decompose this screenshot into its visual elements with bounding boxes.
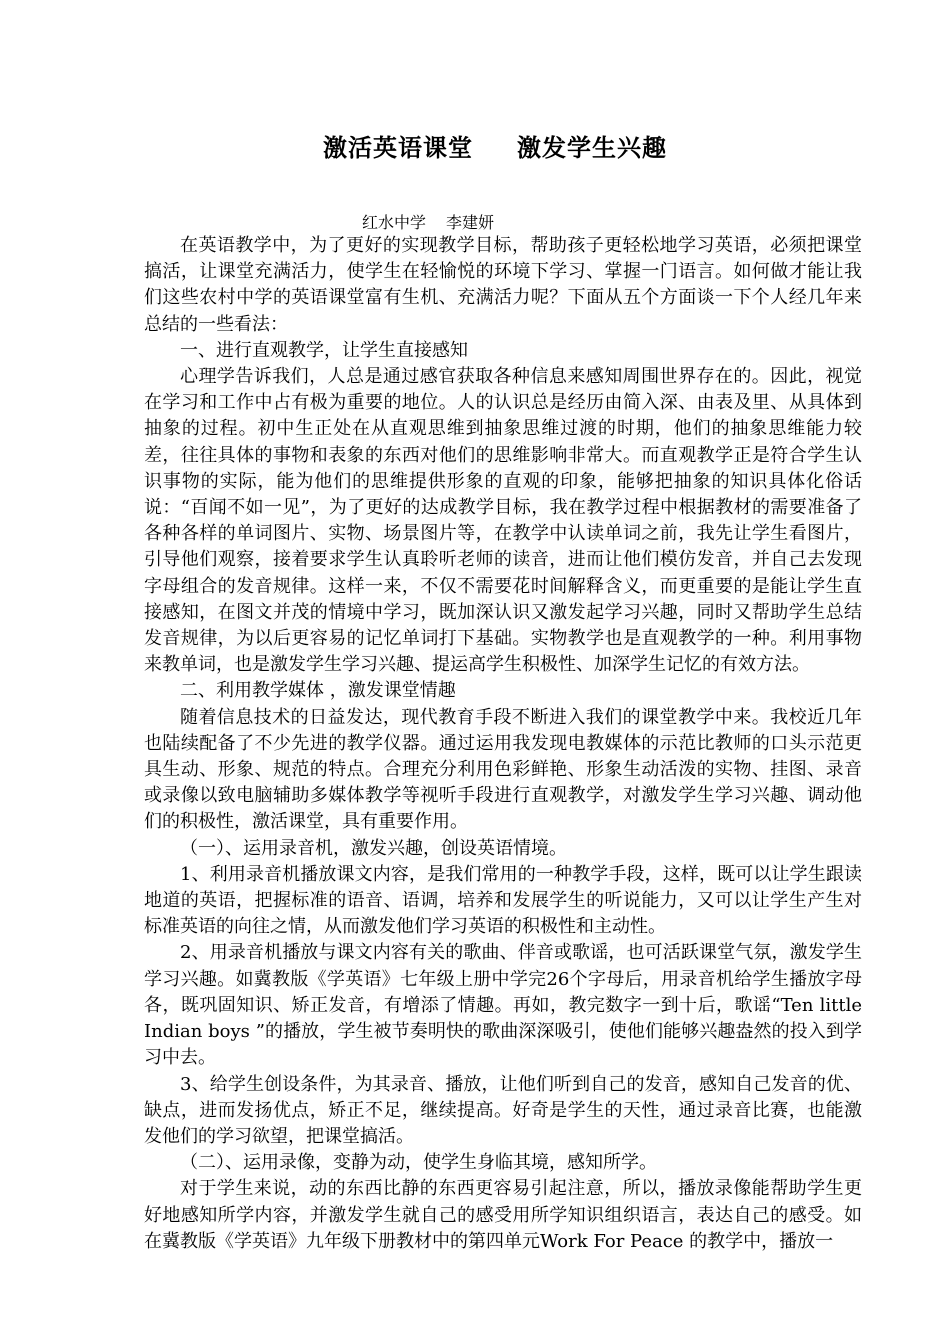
body-paragraph: 心理学告诉我们，人总是通过感官获取各种信息来感知周围世界存在的。因此，视觉在学习和工作中占有极为重要的地位。人的认识总是经历由简入深、由表及里、从具体到抽象的过程。初中生正处在从直观思维到抽象思维过渡的时期，他们的抽象思维能力较差，往往具体的事物和表象的东西对他们的思维影响非常大。而直观教学正是符合学生认识事物的实际，能为他们的思维提供形象的直观的印象，能够把抽象的知识具体化俗话说：“百闻不如一见”，为了更好的达成教学目标，我在教学过程中根据教材的需要准备了各种各样的单词图片、实物、场景图片等，在教学中认读单词之前，我先让学生看图片，引导他们观察，接着要求学生认真聆听老师的读音，进而让他们模仿发音，并自己去发现字母组合的发音规律。这样一来，不仅不需要花时间解释含义，而更重要的是能让学生直接感知，在图文并茂的情境中学习，既加深认识又激发起学习兴趣，同时又帮助学生总结发音规律，为以后更容易的记忆单词打下基础。实物教学也是直观教学的一种。利用事物来教单词，也是激发学生学习兴趣、提运高学生积极性、加深学生记忆的有效方法。: [144, 366, 862, 676]
subsection-heading-1: （一）、运用录音机，激发兴趣，创设英语情境。: [180, 837, 567, 859]
author-name: 李建妍: [446, 213, 495, 232]
school-name: 红水中学: [362, 213, 427, 232]
body-paragraph: 1、利用录音机播放课文内容，是我们常用的一种教学手段，这样，既可以让学生跟读地道的英语，把握标准的语音、语调，培养和发展学生的听说能力，又可以让学生产生对标准英语的向往之情，从而激发他们学习英语的积极性和主动性。: [144, 863, 862, 938]
document-body: [144, 233, 862, 1255]
section-heading-2: 二、利用教学媒体 ，激发课堂情趣: [180, 680, 456, 702]
byline: [362, 210, 494, 233]
title-part-1: 激活英语课堂: [323, 134, 473, 162]
body-paragraph: 3、给学生创设条件，为其录音、播放，让他们听到自己的发音，感知自己发音的优、缺点，进而发扬优点，矫正不足，继续提高。好奇是学生的天性，通过录音比赛，也能激发他们的学习欲望，把课堂搞活。: [144, 1073, 862, 1147]
title-part-2: 激发学生兴趣: [517, 134, 667, 162]
section-heading-1: 一、进行直观教学，让学生直接感知: [180, 339, 468, 361]
body-paragraph: 随着信息技术的日益发达，现代教育手段不断进入我们的课堂教学中来。我校近几年也陆续配备了不少先进的教学仪器。通过运用我发现电教媒体的示范比教师的口头示范更具生动、形象、规范的特点。合理充分利用色彩鲜艳、形象生动活泼的实物、挂图、录音或录像以致电脑辅助多媒体教学等视听手段进行直观教学，对激发学生学习兴趣、调动他们的积极性，激活课堂，具有重要作用。: [144, 706, 862, 833]
document-title: [0, 128, 950, 163]
subsection-heading-2: （二）、运用录像，变静为动，使学生身临其境，感知所学。: [180, 1152, 657, 1174]
body-paragraph: 2、用录音机播放与课文内容有关的歌曲、伴音或歌谣，也可活跃课堂气氛，激发学生学习兴趣。如冀教版《学英语》七年级上册中学完26个字母后，用录音机给学生播放字母各，既巩固知识、矫正发音，有增添了情趣。再如，教完数字一到十后，歌谣“Ten little Indian boys ”的播放，学生被节奏明快的歌曲深深吸引，使他们能够兴趣盎然的投入到学习中去。: [144, 942, 862, 1069]
intro-paragraph: 在英语教学中，为了更好的实现教学目标，帮助孩子更轻松地学习英语，必须把课堂搞活，让课堂充满活力，使学生在轻愉悦的环境下学习、掌握一门语言。如何做才能让我们这些农村中学的英语课堂富有生机、充满活力呢？下面从五个方面谈一下个人经几年来总结的一些看法：: [144, 235, 862, 335]
body-paragraph: 对于学生来说，动的东西比静的东西更容易引起注意，所以，播放录像能帮助学生更好地感知所学内容，并激发学生就自己的感受用所学知识组织语言，表达自己的感受。如在冀教版《学英语》九年级下册教材中的第四单元Work For Peace 的教学中，播放一: [144, 1178, 862, 1252]
